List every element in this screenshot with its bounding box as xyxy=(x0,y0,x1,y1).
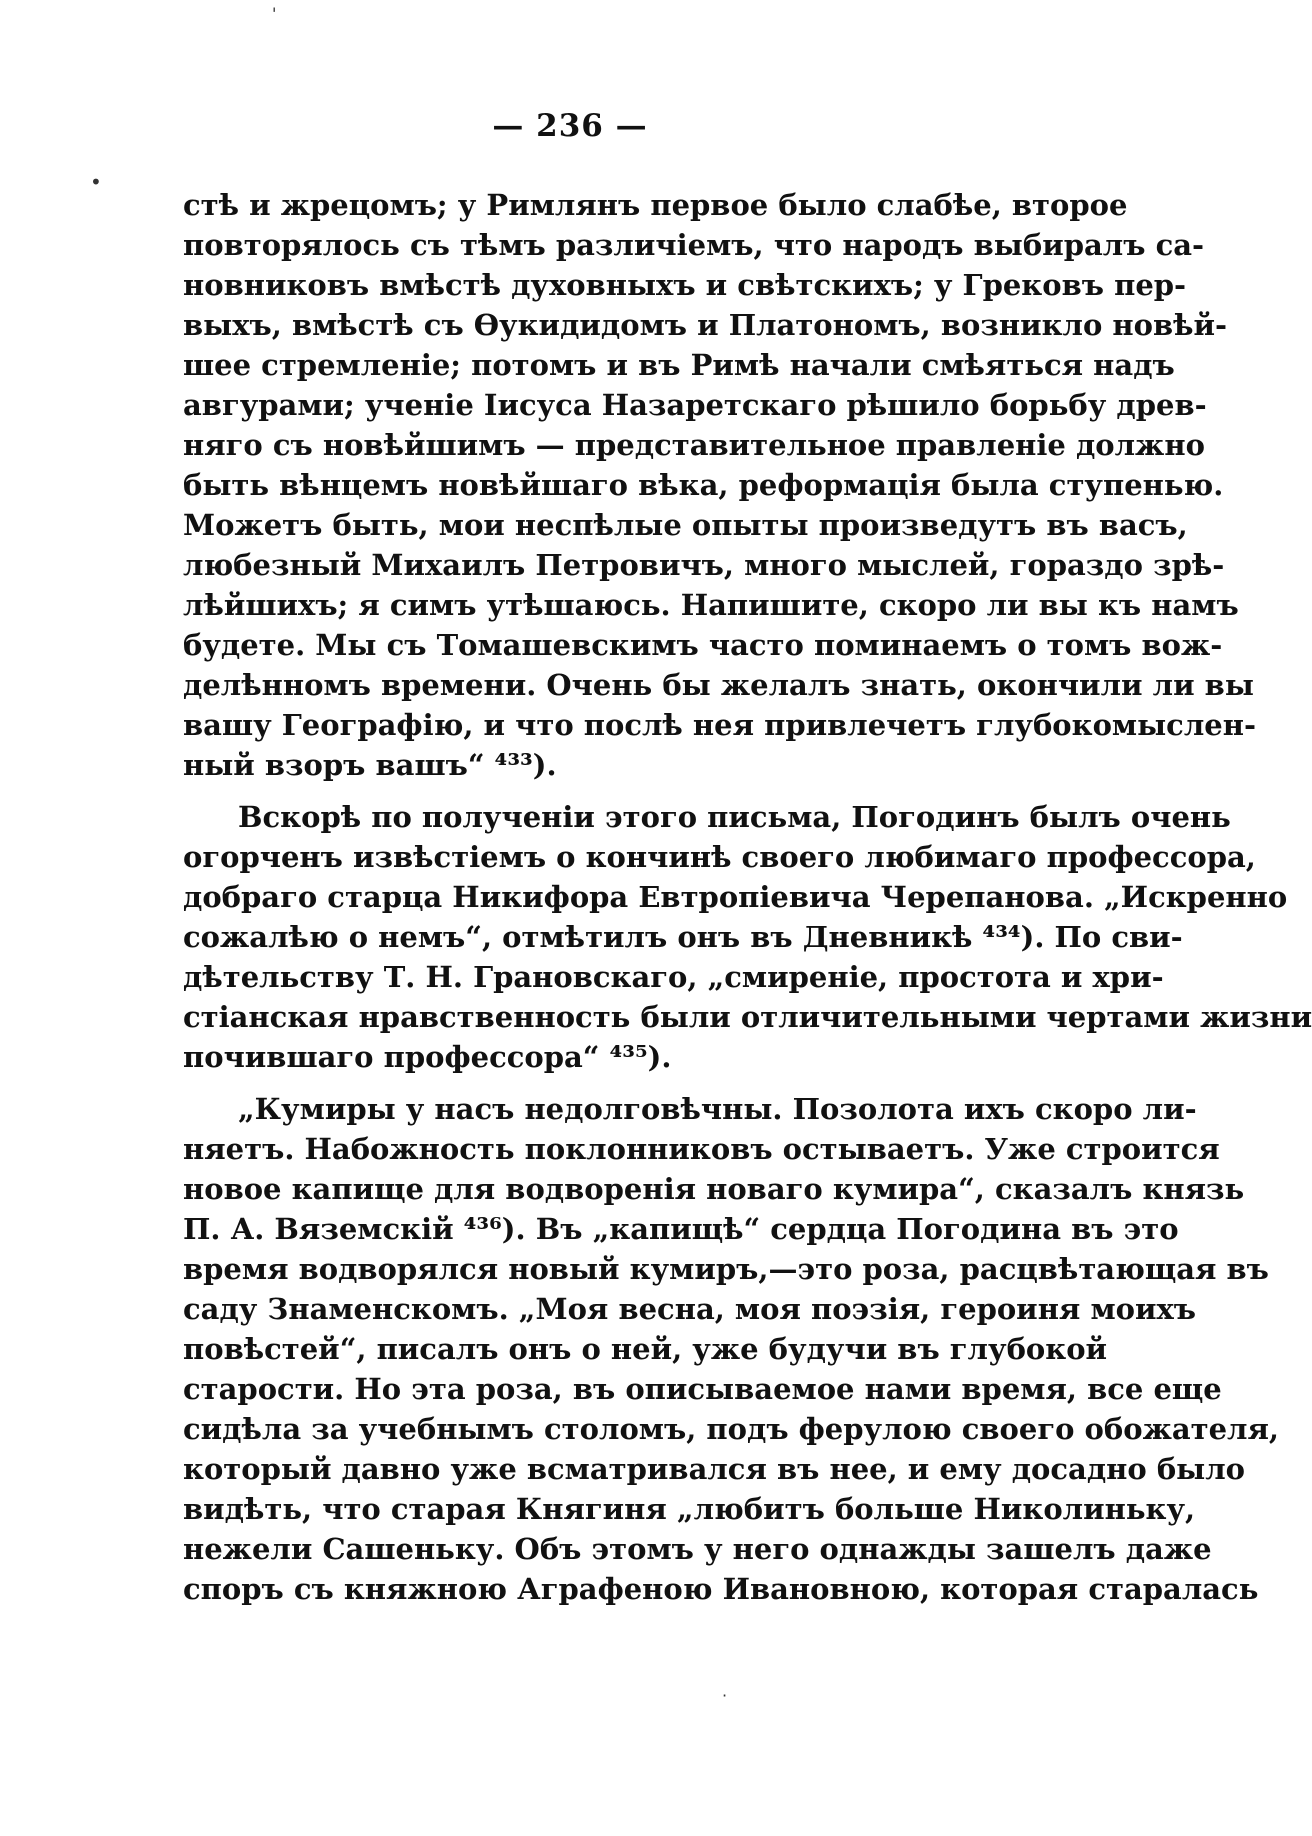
page-number: — 236 — xyxy=(492,108,648,144)
scan-mark-left: • xyxy=(90,170,102,194)
text-line: огорченъ извѣстіемъ о кончинѣ своего любимаго профессора, xyxy=(183,840,1256,874)
text-line: быть вѣнцемъ новѣйшаго вѣка, реформація была ступенью. xyxy=(183,468,1224,502)
text-line: вашу Географію, и что послѣ нея привлечетъ глубокомыслен- xyxy=(183,708,1256,742)
text-line: стіанская нравственность были отличительными чертами жизни xyxy=(183,1000,1312,1034)
text-line: авгурами; ученіе Іисуса Назаретскаго рѣшило борьбу древ- xyxy=(183,388,1207,422)
text-line: повторялось съ тѣмъ различіемъ, что народъ выбиралъ са- xyxy=(183,228,1205,262)
text-line: няетъ. Набожность поклонниковъ остываетъ. Уже строится xyxy=(183,1132,1220,1166)
text-line: стѣ и жрецомъ; у Римлянъ первое было слабѣе, второе xyxy=(183,188,1128,222)
text-line: „Кумиры у насъ недолговѣчны. Позолота ихъ скоро ли- xyxy=(238,1092,1197,1126)
text-line: который давно уже всматривался въ нее, и ему досадно было xyxy=(183,1452,1246,1486)
text-line: ный взоръ вашъ“ ⁴³³). xyxy=(183,748,557,782)
text-line: делѣнномъ времени. Очень бы желалъ знать, окончили ли вы xyxy=(183,668,1254,702)
text-line: няго съ новѣйшимъ — представительное правленіе должно xyxy=(183,428,1205,462)
scan-mark-top: ' xyxy=(272,4,277,23)
text-line: споръ съ княжною Аграфеною Ивановною, которая старалась xyxy=(183,1572,1259,1606)
text-line: шее стремленіе; потомъ и въ Римѣ начали смѣяться надъ xyxy=(183,348,1175,382)
text-line: саду Знаменскомъ. „Моя весна, моя поэзія, героиня моихъ xyxy=(183,1292,1197,1326)
text-line: новниковъ вмѣстѣ духовныхъ и свѣтскихъ; у Грековъ пер- xyxy=(183,268,1187,302)
paragraph-gap xyxy=(183,1077,1045,1089)
scan-mark-bottom: · xyxy=(722,1686,728,1705)
text-line: сожалѣю о немъ“, отмѣтилъ онъ въ Дневникѣ ⁴³⁴). По сви- xyxy=(183,920,1183,954)
paragraph xyxy=(183,1089,1280,1609)
paragraph xyxy=(183,797,1312,1077)
text-line: время водворялся новый кумиръ,—это роза, расцвѣтающая въ xyxy=(183,1252,1269,1286)
paragraph xyxy=(183,185,1256,785)
text-line: Вскорѣ по полученіи этого письма, Погодинъ былъ очень xyxy=(238,800,1231,834)
text-line: будете. Мы съ Томашевскимъ часто поминаемъ о томъ вож- xyxy=(183,628,1223,662)
text-line: добраго старца Никифора Евтропіевича Черепанова. „Искренно xyxy=(183,880,1288,914)
text-line: сидѣла за учебнымъ столомъ, подъ ферулою своего обожателя, xyxy=(183,1412,1280,1446)
text-line: повѣстей“, писалъ онъ о ней, уже будучи въ глубокой xyxy=(183,1332,1108,1366)
text-line: видѣть, что старая Княгиня „любитъ больше Николиньку, xyxy=(183,1492,1196,1526)
text-line: лѣйшихъ; я симъ утѣшаюсь. Напишите, скоро ли вы къ намъ xyxy=(183,588,1239,622)
text-line: П. А. Вяземскій ⁴³⁶). Въ „капищѣ“ сердца Погодина въ это xyxy=(183,1212,1179,1246)
text-line: нежели Сашеньку. Объ этомъ у него однажды зашелъ даже xyxy=(183,1532,1212,1566)
text-line: новое капище для водворенія новаго кумира“, сказалъ князь xyxy=(183,1172,1245,1206)
paragraph-gap xyxy=(183,785,1045,797)
text-line: выхъ, вмѣстѣ съ Ѳукидидомъ и Платономъ, возникло новѣй- xyxy=(183,308,1228,342)
text-line: дѣтельству Т. Н. Грановскаго, „смиреніе, простота и хри- xyxy=(183,960,1164,994)
page-body-text xyxy=(183,185,1312,1609)
text-line: Можетъ быть, мои неспѣлые опыты произведутъ въ васъ, xyxy=(183,508,1188,542)
text-line: любезный Михаилъ Петровичъ, много мыслей, гораздо зрѣ- xyxy=(183,548,1225,582)
text-line: старости. Но эта роза, въ описываемое нами время, все еще xyxy=(183,1372,1222,1406)
text-line: почившаго профессора“ ⁴³⁵). xyxy=(183,1040,672,1074)
